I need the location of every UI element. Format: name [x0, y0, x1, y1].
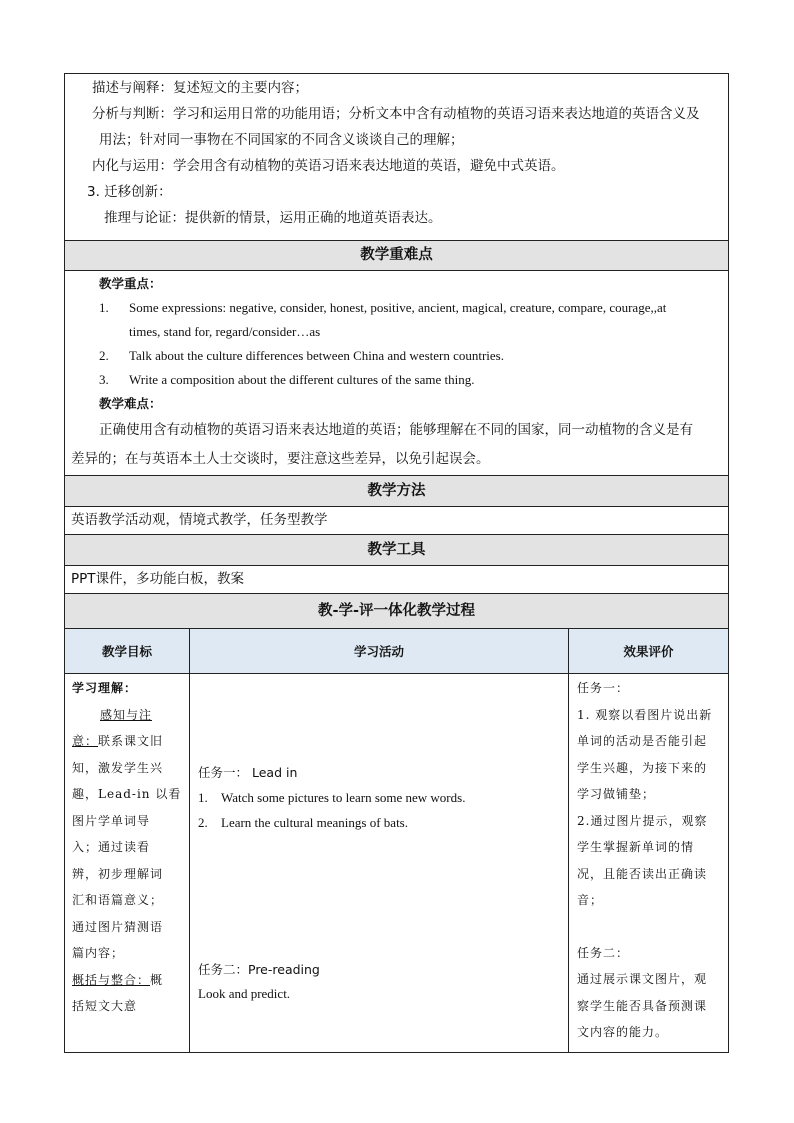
eval-line: 况，且能否读出正确读 [577, 866, 708, 881]
task2-title: 任务二：Pre-reading [198, 962, 320, 977]
eval-line: 学习做铺垫； [577, 787, 656, 801]
difficulty-label: 教学难点： [99, 396, 162, 411]
eval-line: 学生兴趣，为接下来的 [577, 760, 708, 775]
objective-line: 推理与论证：提供新的情景，运用正确的地道英语表达。 [104, 210, 442, 226]
eval-spacer [577, 914, 728, 940]
process-column-headers [65, 629, 728, 674]
goals-line: 括短文大意 [72, 999, 138, 1013]
activities-cell [190, 674, 569, 1052]
eval-line: 学生掌握新单词的情 [577, 840, 695, 854]
objective-line: 分析与判断：学习和运用日常的功能用语；分析文本中含有动植物的英语习语来表达地道的英语含义及 [92, 106, 700, 122]
tools-content: PPT课件，多功能白板，教案 [65, 566, 728, 594]
goals-line: 通过图片猜测语 [72, 919, 164, 934]
key-item [65, 368, 728, 392]
key-item [65, 296, 728, 320]
goals-line: 感知与注 [100, 707, 153, 722]
key-item-number: 1. [99, 300, 109, 315]
goals-title: 学习理解： [72, 681, 138, 695]
eval-line: 2.通过图片提示，观察 [577, 813, 708, 828]
task1-item-number: 1. [198, 790, 208, 805]
evaluation-cell [569, 674, 728, 1052]
goals-line: 趣，Lead-in 以看 [72, 787, 182, 801]
tools-heading: 教学工具 [65, 535, 728, 566]
process-body [65, 674, 728, 1053]
goals-line: 意：联系课文旧 [72, 734, 164, 748]
objective-line: 用法；针对同一事物在不同国家的不同含义谈谈自己的理解； [99, 132, 464, 148]
key-item-text: Write a composition about the different cultures of the same thing. [129, 372, 475, 387]
key-points-heading: 教学重难点 [65, 241, 728, 271]
method-content: 英语教学活动观，情境式教学，任务型教学 [65, 507, 728, 535]
task1-item-number: 2. [198, 815, 208, 830]
goals-line: 汇和语篇意义； [72, 893, 164, 907]
key-item-number: 3. [99, 372, 109, 387]
objective-line: 内化与运用：学会用含有动植物的英语习语来表达地道的英语，避免中式英语。 [92, 158, 565, 174]
col-header-goals: 教学目标 [65, 629, 190, 673]
task2-line: Look and predict. [198, 986, 291, 1001]
goals-line: 图片学单词导 [72, 813, 151, 828]
eval-line: 察学生能否具备预测课 [577, 998, 708, 1013]
method-heading: 教学方法 [65, 476, 728, 507]
key-label: 教学重点： [99, 276, 162, 291]
key-item-text: Talk about the culture differences between China and western countries. [129, 348, 504, 363]
goals-cell [65, 674, 190, 1052]
goals-line: 篇内容； [72, 946, 125, 960]
objectives-block [65, 74, 728, 241]
lesson-plan-table [64, 73, 729, 1053]
task1-item [198, 790, 558, 806]
key-item [65, 344, 728, 368]
objective-line: 描述与阐释：复述短文的主要内容； [92, 80, 308, 96]
objective-line: 3. 迁移创新： [87, 184, 172, 200]
eval-line: 通过展示课文图片，观 [577, 972, 708, 986]
difficulty-line: 正确使用含有动植物的英语习语来表达地道的英语；能够理解在不同的国家，同一动植物的含义是有 [99, 422, 693, 438]
eval-line: 1. 观察以看图片说出新 [577, 707, 713, 722]
task1-item [198, 815, 558, 831]
eval-line: 单词的活动是否能引起 [577, 734, 708, 748]
task1-item-text: Watch some pictures to learn some new words. [221, 790, 466, 805]
eval-line: 任务二： [577, 945, 630, 960]
goals-line: 知，激发学生兴 [72, 760, 164, 775]
task1-item-text: Learn the cultural meanings of bats. [221, 815, 408, 830]
goals-line: 概括与整合：概 [72, 972, 164, 987]
col-header-activities: 学习活动 [190, 629, 569, 673]
key-item-text: Some expressions: negative, consider, honest, positive, ancient, magical, creature, compare, courage,,at [129, 300, 667, 315]
process-heading: 教-学-评一体化教学过程 [65, 594, 728, 629]
key-item-continued: times, stand for, regard/consider…as [129, 324, 321, 339]
eval-line: 音； [577, 893, 604, 907]
key-item-number: 2. [99, 348, 109, 363]
col-header-evaluation: 效果评价 [569, 629, 728, 673]
eval-line: 任务一： [577, 681, 630, 695]
key-points-body [65, 271, 728, 476]
difficulty-line: 差异的；在与英语本土人士交谈时，要注意这些差异，以免引起误会。 [71, 451, 490, 467]
goals-line: 入；通过读看 [72, 840, 151, 854]
eval-line: 文内容的能力。 [577, 1025, 669, 1039]
task1-title: 任务一： Lead in [198, 765, 298, 780]
goals-line: 辨，初步理解词 [72, 866, 164, 881]
